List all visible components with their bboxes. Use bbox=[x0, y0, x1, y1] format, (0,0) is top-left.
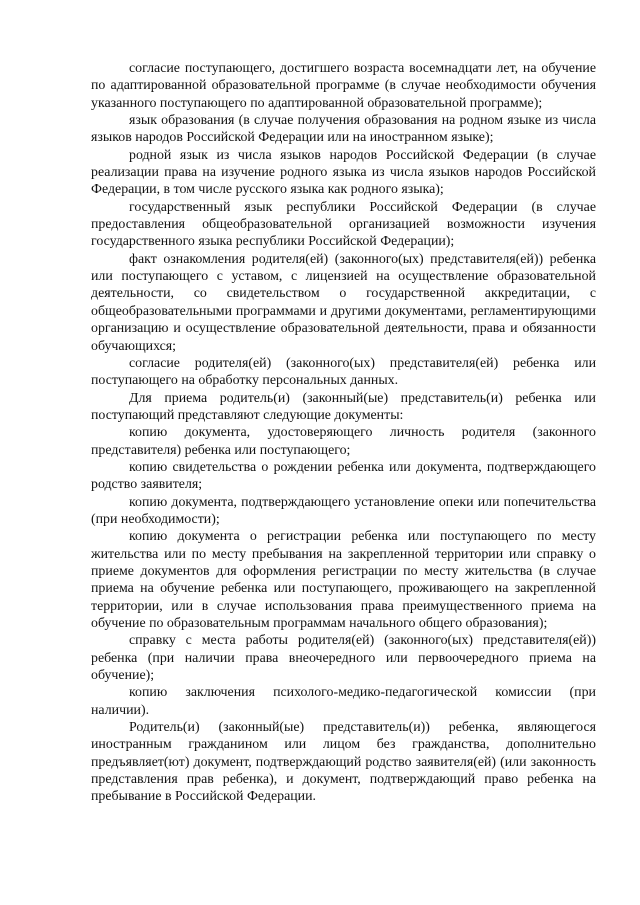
paragraph-birth-certificate: копию свидетельства о рождении ребенка или документа, подтверждающего родство заявителя; bbox=[91, 459, 596, 493]
paragraph-state-language: государственный язык республики Российской Федерации (в случае предоставления общеобразовательной организацией возможности изучения государственного языка республики Российской Федерации); bbox=[91, 199, 596, 250]
paragraph-workplace-certificate: справку с места работы родителя(ей) (законного(ых) представителя(ей)) ребенка (при наличии права внеочередного или первоочередного приема на обучение); bbox=[91, 633, 596, 684]
paragraph-education-language: язык образования (в случае получения образования на родном языке из числа языков народов Российской Федерации или на иностранном языке); bbox=[91, 113, 596, 146]
paragraph-familiarization-fact: факт ознакомления родителя(ей) (законного(ых) представителя(ей)) ребенка или поступающего с уставом, с лицензией на осуществление образовательной деятельности, со свидетельством о государственной аккредитации, с общеобразовательными программами и другими документами, регламентирующими организацию и осуществление образовательной деятельности, права и обязанности обучающихся; bbox=[91, 251, 596, 354]
paragraph-commission-conclusion: копию заключения психолого-медико-педагогической комиссии (при наличии). bbox=[91, 685, 596, 718]
paragraph-documents-intro: Для приема родитель(и) (законный(ые) представитель(и) ребенка или поступающий представляют следующие документы: bbox=[91, 390, 596, 423]
paragraph-consent-adapted-program: согласие поступающего, достигшего возраста восемнадцати лет, на обучение по адаптированной образовательной программе (в случае необходимости обучения указанного поступающего по адаптированной образовательной программе); bbox=[91, 61, 596, 111]
paragraph-personal-data-consent: согласие родителя(ей) (законного(ых) представителя(ей) ребенка или поступающего на обработку персональных данных. bbox=[91, 355, 596, 389]
document-body bbox=[91, 60, 596, 806]
paragraph-native-language: родной язык из числа языков народов Российской Федерации (в случае реализации права на изучение родного языка из числа языков народов Российской Федерации, в том числе русского языка как родного языка); bbox=[91, 147, 596, 198]
paragraph-identity-document: копию документа, удостоверяющего личность родителя (законного представителя) ребенка или поступающего; bbox=[91, 425, 596, 458]
paragraph-guardianship-document: копию документа, подтверждающего установление опеки или попечительства (при необходимости); bbox=[91, 494, 596, 527]
paragraph-registration-document: копию документа о регистрации ребенка или поступающего по месту жительства или по месту пребывания на закрепленной территории или справку о приеме документов для оформления регистрации по месту жительства (в случае приема на обучение ребенка или поступающего, проживающего на закрепленной территории, или в случае использования права преимущественного приема на обучение по образовательным программам начального общего образования); bbox=[91, 529, 596, 631]
paragraph-foreign-citizen: Родитель(и) (законный(ые) представитель(и)) ребенка, являющегося иностранным гражданином или лицом без гражданства, дополнительно предъявляет(ют) документ, подтверждающий родство заявителя(ей) (или законность представления прав ребенка), и документ, подтверждающий право ребенка на пребывание в Российской Федерации. bbox=[91, 720, 596, 805]
